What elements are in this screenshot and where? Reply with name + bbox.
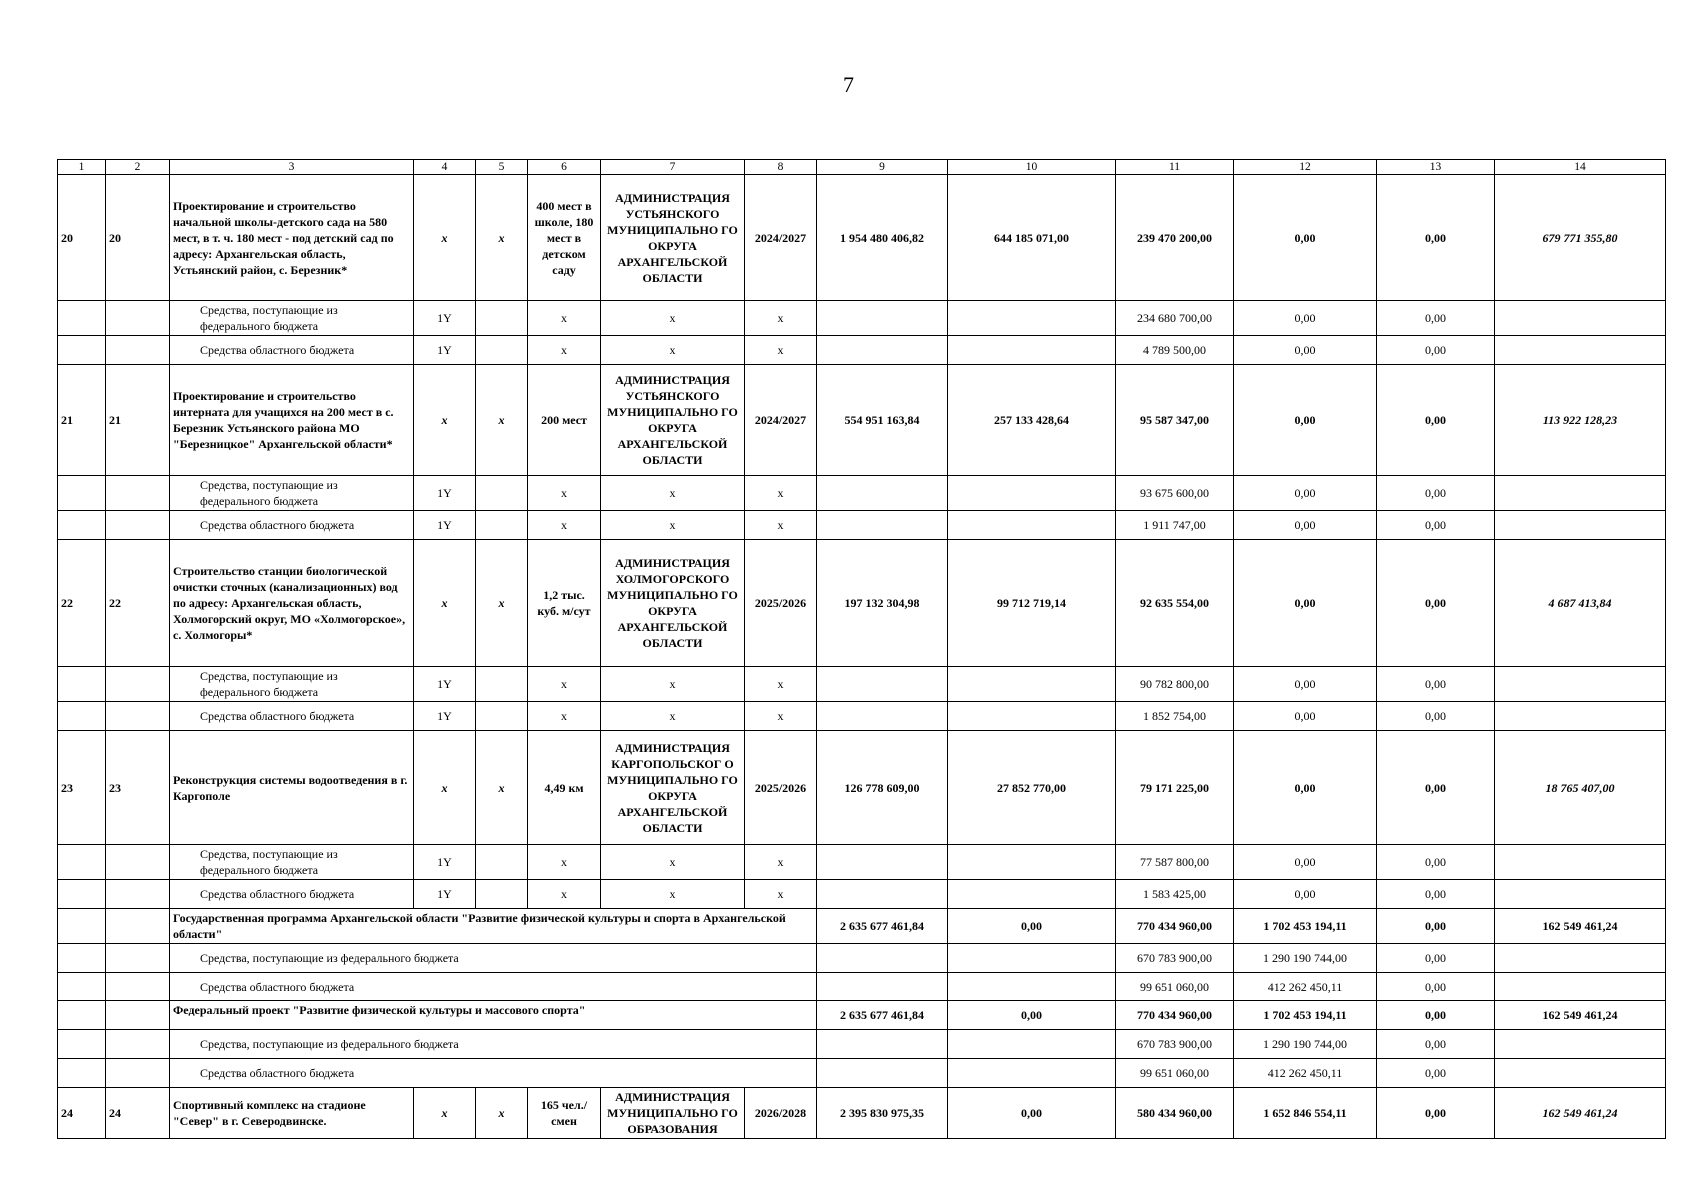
value-col12: 0,00 bbox=[1234, 301, 1377, 336]
value-col11: 670 783 900,00 bbox=[1116, 944, 1234, 973]
table-row bbox=[58, 973, 1666, 1001]
row-number: 22 bbox=[58, 540, 106, 667]
table-row bbox=[58, 1001, 1666, 1030]
cell-x: х bbox=[745, 301, 817, 336]
budget-table bbox=[57, 159, 1666, 1139]
value-col12: 1 702 453 194,11 bbox=[1234, 1001, 1377, 1030]
agency: АДМИНИСТРАЦИЯ УСТЬЯНСКОГО МУНИЦИПАЛЬНО ГО ОКРУГА АРХАНГЕЛЬСКОЙ ОБЛАСТИ bbox=[601, 175, 745, 301]
cell-x: х bbox=[745, 336, 817, 365]
cell-x: х bbox=[528, 336, 601, 365]
value-col11: 93 675 600,00 bbox=[1116, 476, 1234, 511]
value-col14: 4 687 413,84 bbox=[1495, 540, 1666, 667]
value-col10: 0,00 bbox=[948, 1001, 1116, 1030]
funding-label: Средства, поступающие из федерального бюджета bbox=[170, 301, 414, 336]
value-col12: 1 290 190 744,00 bbox=[1234, 1030, 1377, 1059]
value-col11: 90 782 800,00 bbox=[1116, 667, 1234, 702]
cell-x: х bbox=[601, 667, 745, 702]
value-col11: 1 852 754,00 bbox=[1116, 702, 1234, 731]
row-number: 22 bbox=[106, 540, 170, 667]
table-row bbox=[58, 476, 1666, 511]
funding-label: Средства областного бюджета bbox=[170, 1059, 817, 1088]
funding-label: Средства, поступающие из федерального бюджета bbox=[170, 667, 414, 702]
row-number: 21 bbox=[58, 365, 106, 476]
code: 1Y bbox=[414, 667, 476, 702]
col-header: 9 bbox=[817, 160, 948, 175]
col-header: 11 bbox=[1116, 160, 1234, 175]
value-col11: 670 783 900,00 bbox=[1116, 1030, 1234, 1059]
funding-label: Средства областного бюджета bbox=[170, 336, 414, 365]
value-col12: 1 290 190 744,00 bbox=[1234, 944, 1377, 973]
agency: АДМИНИСТРАЦИЯ КАРГОПОЛЬСКОГ О МУНИЦИПАЛЬНО ГО ОКРУГА АРХАНГЕЛЬСКОЙ ОБЛАСТИ bbox=[601, 731, 745, 845]
col-header: 8 bbox=[745, 160, 817, 175]
cell-x: х bbox=[476, 1088, 528, 1139]
value-col10: 257 133 428,64 bbox=[948, 365, 1116, 476]
col-header: 2 bbox=[106, 160, 170, 175]
value-col11: 239 470 200,00 bbox=[1116, 175, 1234, 301]
object-name: Проектирование и строительство начальной школы-детского сада на 580 мест, в т. ч. 180 мест - под детский сад по адресу: Архангельская область, Устьянский район, с. Березник* bbox=[170, 175, 414, 301]
cell-x: х bbox=[414, 175, 476, 301]
value-col14: 18 765 407,00 bbox=[1495, 731, 1666, 845]
row-number: 20 bbox=[106, 175, 170, 301]
value-col13: 0,00 bbox=[1377, 731, 1495, 845]
value-col11: 770 434 960,00 bbox=[1116, 1001, 1234, 1030]
value-col12: 0,00 bbox=[1234, 175, 1377, 301]
value-col14: 113 922 128,23 bbox=[1495, 365, 1666, 476]
col-header: 3 bbox=[170, 160, 414, 175]
object-name: Реконструкция системы водоотведения в г. Каргополе bbox=[170, 731, 414, 845]
value-col12: 0,00 bbox=[1234, 880, 1377, 909]
cell-x: х bbox=[601, 476, 745, 511]
value-col10: 644 185 071,00 bbox=[948, 175, 1116, 301]
value-col11: 99 651 060,00 bbox=[1116, 1059, 1234, 1088]
object-name: Строительство станции биологической очистки сточных (канализационных) вод по адресу: Архангельская область, Холмогорский округ, МО «Холмогорское», с. Холмогоры* bbox=[170, 540, 414, 667]
value-col13: 0,00 bbox=[1377, 702, 1495, 731]
value-col12: 0,00 bbox=[1234, 731, 1377, 845]
value-col10: 27 852 770,00 bbox=[948, 731, 1116, 845]
funding-label: Средства областного бюджета bbox=[170, 702, 414, 731]
value-col13: 0,00 bbox=[1377, 301, 1495, 336]
table-row bbox=[58, 702, 1666, 731]
value-col11: 79 171 225,00 bbox=[1116, 731, 1234, 845]
value-col12: 0,00 bbox=[1234, 702, 1377, 731]
table-row bbox=[58, 909, 1666, 944]
value-col11: 92 635 554,00 bbox=[1116, 540, 1234, 667]
value-col12: 0,00 bbox=[1234, 511, 1377, 540]
row-number: 24 bbox=[58, 1088, 106, 1139]
cell-x: х bbox=[601, 845, 745, 880]
cell-x: х bbox=[414, 731, 476, 845]
value-col14: 162 549 461,24 bbox=[1495, 909, 1666, 944]
value-col9: 126 778 609,00 bbox=[817, 731, 948, 845]
table-row bbox=[58, 365, 1666, 476]
value-col12: 0,00 bbox=[1234, 476, 1377, 511]
value-col12: 0,00 bbox=[1234, 365, 1377, 476]
cell-x: х bbox=[745, 880, 817, 909]
value-col10: 0,00 bbox=[948, 1088, 1116, 1139]
cell-x: х bbox=[414, 1088, 476, 1139]
capacity: 1,2 тыс. куб. м/сут bbox=[528, 540, 601, 667]
table-row bbox=[58, 540, 1666, 667]
program-title: Государственная программа Архангельской области "Развитие физической культуры и спорта в Архангельской области" bbox=[170, 909, 817, 944]
col-header: 7 bbox=[601, 160, 745, 175]
cell-x: х bbox=[745, 667, 817, 702]
table-row bbox=[58, 511, 1666, 540]
table-row bbox=[58, 175, 1666, 301]
period: 2024/2027 bbox=[745, 175, 817, 301]
row-number: 23 bbox=[106, 731, 170, 845]
table-row bbox=[58, 731, 1666, 845]
capacity: 200 мест bbox=[528, 365, 601, 476]
value-col14: 162 549 461,24 bbox=[1495, 1088, 1666, 1139]
value-col10: 99 712 719,14 bbox=[948, 540, 1116, 667]
code: 1Y bbox=[414, 301, 476, 336]
value-col13: 0,00 bbox=[1377, 1088, 1495, 1139]
table-row bbox=[58, 336, 1666, 365]
capacity: 165 чел./смен bbox=[528, 1088, 601, 1139]
value-col12: 0,00 bbox=[1234, 845, 1377, 880]
value-col9: 2 635 677 461,84 bbox=[817, 1001, 948, 1030]
value-col13: 0,00 bbox=[1377, 511, 1495, 540]
value-col13: 0,00 bbox=[1377, 1001, 1495, 1030]
col-header: 5 bbox=[476, 160, 528, 175]
value-col12: 1 652 846 554,11 bbox=[1234, 1088, 1377, 1139]
value-col11: 1 583 425,00 bbox=[1116, 880, 1234, 909]
value-col13: 0,00 bbox=[1377, 973, 1495, 1001]
cell-x: х bbox=[745, 845, 817, 880]
value-col9: 2 635 677 461,84 bbox=[817, 909, 948, 944]
col-header: 12 bbox=[1234, 160, 1377, 175]
object-name: Спортивный комплекс на стадионе "Север" в г. Северодвинске. bbox=[170, 1088, 414, 1139]
value-col12: 0,00 bbox=[1234, 336, 1377, 365]
value-col12: 1 702 453 194,11 bbox=[1234, 909, 1377, 944]
value-col12: 0,00 bbox=[1234, 540, 1377, 667]
funding-label: Средства областного бюджета bbox=[170, 973, 817, 1001]
cell-x: х bbox=[476, 175, 528, 301]
value-col10: 0,00 bbox=[948, 909, 1116, 944]
col-header: 13 bbox=[1377, 160, 1495, 175]
cell-x: х bbox=[601, 511, 745, 540]
value-col13: 0,00 bbox=[1377, 540, 1495, 667]
cell-x: х bbox=[528, 702, 601, 731]
agency: АДМИНИСТРАЦИЯ ХОЛМОГОРСКОГО МУНИЦИПАЛЬНО ГО ОКРУГА АРХАНГЕЛЬСКОЙ ОБЛАСТИ bbox=[601, 540, 745, 667]
table-row bbox=[58, 1059, 1666, 1088]
value-col9: 554 951 163,84 bbox=[817, 365, 948, 476]
value-col13: 0,00 bbox=[1377, 1030, 1495, 1059]
cell-x: х bbox=[601, 880, 745, 909]
cell-x: х bbox=[476, 731, 528, 845]
funding-label: Средства областного бюджета bbox=[170, 511, 414, 540]
code: 1Y bbox=[414, 476, 476, 511]
value-col11: 95 587 347,00 bbox=[1116, 365, 1234, 476]
value-col11: 234 680 700,00 bbox=[1116, 301, 1234, 336]
table-row bbox=[58, 301, 1666, 336]
value-col9: 2 395 830 975,35 bbox=[817, 1088, 948, 1139]
cell-x: х bbox=[745, 511, 817, 540]
cell-x: х bbox=[528, 511, 601, 540]
value-col12: 412 262 450,11 bbox=[1234, 973, 1377, 1001]
code: 1Y bbox=[414, 336, 476, 365]
table-row bbox=[58, 1088, 1666, 1139]
capacity: 4,49 км bbox=[528, 731, 601, 845]
value-col13: 0,00 bbox=[1377, 476, 1495, 511]
funding-label: Средства, поступающие из федерального бюджета bbox=[170, 1030, 817, 1059]
value-col13: 0,00 bbox=[1377, 909, 1495, 944]
value-col13: 0,00 bbox=[1377, 175, 1495, 301]
period: 2025/2026 bbox=[745, 731, 817, 845]
period: 2024/2027 bbox=[745, 365, 817, 476]
funding-label: Средства, поступающие из федерального бюджета bbox=[170, 845, 414, 880]
col-header: 14 bbox=[1495, 160, 1666, 175]
value-col13: 0,00 bbox=[1377, 667, 1495, 702]
table-row bbox=[58, 845, 1666, 880]
cell-x: х bbox=[528, 667, 601, 702]
row-number: 23 bbox=[58, 731, 106, 845]
value-col13: 0,00 bbox=[1377, 845, 1495, 880]
value-col12: 412 262 450,11 bbox=[1234, 1059, 1377, 1088]
value-col11: 580 434 960,00 bbox=[1116, 1088, 1234, 1139]
col-header: 1 bbox=[58, 160, 106, 175]
cell-x: х bbox=[601, 702, 745, 731]
cell-x: х bbox=[476, 540, 528, 667]
value-col13: 0,00 bbox=[1377, 944, 1495, 973]
value-col11: 1 911 747,00 bbox=[1116, 511, 1234, 540]
value-col14: 162 549 461,24 bbox=[1495, 1001, 1666, 1030]
table-row bbox=[58, 944, 1666, 973]
period: 2026/2028 bbox=[745, 1088, 817, 1139]
cell-x: х bbox=[528, 476, 601, 511]
code: 1Y bbox=[414, 702, 476, 731]
table-row bbox=[58, 1030, 1666, 1059]
code: 1Y bbox=[414, 845, 476, 880]
value-col13: 0,00 bbox=[1377, 880, 1495, 909]
capacity: 400 мест в школе, 180 мест в детском саду bbox=[528, 175, 601, 301]
cell-x: х bbox=[414, 365, 476, 476]
value-col11: 770 434 960,00 bbox=[1116, 909, 1234, 944]
cell-x: х bbox=[528, 301, 601, 336]
agency: АДМИНИСТРАЦИЯ МУНИЦИПАЛЬНО ГО ОБРАЗОВАНИЯ bbox=[601, 1088, 745, 1139]
value-col11: 77 587 800,00 bbox=[1116, 845, 1234, 880]
cell-x: х bbox=[476, 365, 528, 476]
code: 1Y bbox=[414, 511, 476, 540]
value-col9: 197 132 304,98 bbox=[817, 540, 948, 667]
table-row bbox=[58, 880, 1666, 909]
funding-label: Средства областного бюджета bbox=[170, 880, 414, 909]
cell-x: х bbox=[414, 540, 476, 667]
value-col13: 0,00 bbox=[1377, 1059, 1495, 1088]
object-name: Проектирование и строительство интерната для учащихся на 200 мест в с. Березник Устьянского района МО "Березницкое" Архангельской области* bbox=[170, 365, 414, 476]
period: 2025/2026 bbox=[745, 540, 817, 667]
cell-x: х bbox=[601, 301, 745, 336]
table-row bbox=[58, 667, 1666, 702]
col-header: 6 bbox=[528, 160, 601, 175]
col-header: 10 bbox=[948, 160, 1116, 175]
funding-label: Средства, поступающие из федерального бюджета bbox=[170, 476, 414, 511]
value-col12: 0,00 bbox=[1234, 667, 1377, 702]
row-number: 21 bbox=[106, 365, 170, 476]
value-col11: 4 789 500,00 bbox=[1116, 336, 1234, 365]
col-header: 4 bbox=[414, 160, 476, 175]
cell-x: х bbox=[528, 880, 601, 909]
row-number: 20 bbox=[58, 175, 106, 301]
agency: АДМИНИСТРАЦИЯ УСТЬЯНСКОГО МУНИЦИПАЛЬНО ГО ОКРУГА АРХАНГЕЛЬСКОЙ ОБЛАСТИ bbox=[601, 365, 745, 476]
value-col13: 0,00 bbox=[1377, 336, 1495, 365]
funding-label: Средства, поступающие из федерального бюджета bbox=[170, 944, 817, 973]
cell-x: х bbox=[745, 702, 817, 731]
column-number-row bbox=[58, 160, 1666, 175]
value-col9: 1 954 480 406,82 bbox=[817, 175, 948, 301]
value-col13: 0,00 bbox=[1377, 365, 1495, 476]
cell-x: х bbox=[601, 336, 745, 365]
cell-x: х bbox=[745, 476, 817, 511]
value-col11: 99 651 060,00 bbox=[1116, 973, 1234, 1001]
value-col14: 679 771 355,80 bbox=[1495, 175, 1666, 301]
code: 1Y bbox=[414, 880, 476, 909]
page-number: 7 bbox=[843, 72, 854, 97]
row-number: 24 bbox=[106, 1088, 170, 1139]
federal-project-title: Федеральный проект "Развитие физической культуры и массового спорта" bbox=[170, 1001, 817, 1030]
cell-x: х bbox=[528, 845, 601, 880]
